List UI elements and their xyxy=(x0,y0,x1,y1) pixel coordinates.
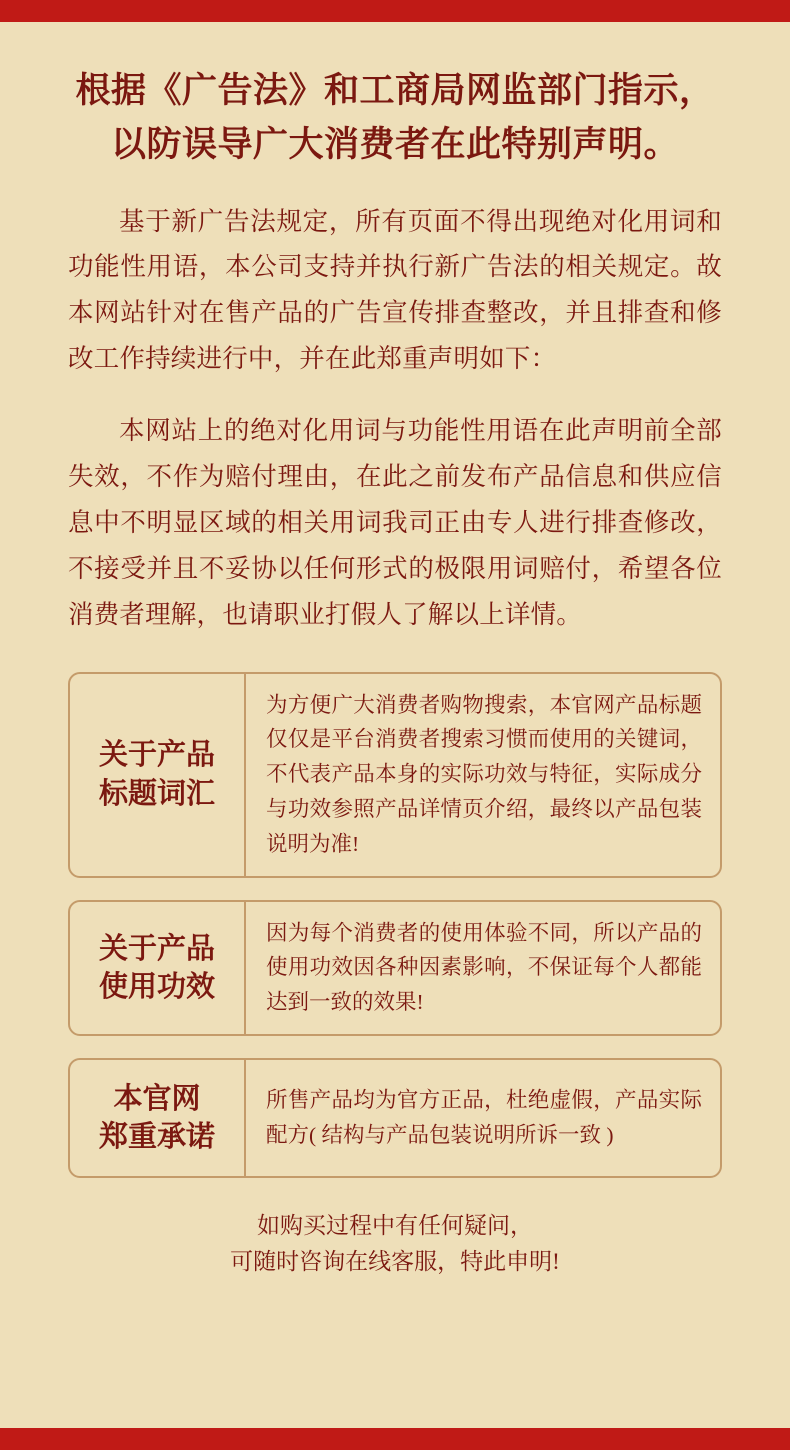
page-title xyxy=(68,64,722,173)
footer-note-line-1: 如购买过程中有任何疑问， xyxy=(257,1213,533,1239)
statement-card-body: 所售产品均为官方正品，杜绝虚假，产品实际配方( 结构与产品包装说明所诉一致 ) xyxy=(266,1088,702,1148)
footer-note-line-2: 可随时咨询在线客服，特此申明! xyxy=(230,1248,560,1274)
statement-card xyxy=(68,672,722,878)
statement-paragraph-2: 本网站上的绝对化用词与功能性用语在此声明前全部失效，不作为赔付理由，在此之前发布产品信息和供应信息中不明显区域的相关用词我司正由专人进行排查修改，不接受并且不妥协以任何形式的极限用词赔付，希望各位消费者理解，也请职业打假人了解以上详情。 xyxy=(68,416,722,629)
statement-card-title xyxy=(70,674,246,876)
statement-card-title-line-1: 本官网 xyxy=(113,1082,201,1115)
statement-content xyxy=(0,22,790,1428)
statement-paragraph-1: 基于新广告法规定，所有页面不得出现绝对化用词和功能性用语，本公司支持并执行新广告法的相关规定。故本网站针对在售产品的广告宣传排查整改，并且排查和修改工作持续进行中，并在此郑重声明如下： xyxy=(68,206,722,374)
statement-card-title xyxy=(70,902,246,1034)
statement-card-title xyxy=(70,1060,246,1176)
statement-card xyxy=(68,900,722,1036)
statement-card-title-line-2: 使用功效 xyxy=(98,970,215,1003)
page-title-line-1: 根据《广告法》和工商局网监部门指示， xyxy=(75,71,715,110)
statement-card-list xyxy=(68,672,722,1179)
top-accent-bar xyxy=(0,0,790,22)
statement-card-title-line-1: 关于产品 xyxy=(98,739,215,772)
statement-card-title-line-2: 标题词汇 xyxy=(98,777,215,810)
statement-card xyxy=(68,1058,722,1178)
statement-card-title-line-1: 关于产品 xyxy=(98,932,215,965)
bottom-accent-bar xyxy=(0,1428,790,1450)
statement-card-title-line-2: 郑重承诺 xyxy=(98,1121,215,1154)
page-title-line-2: 以防误导广大消费者在此特别声明。 xyxy=(110,125,679,165)
statement-card-body: 因为每个消费者的使用体验不同，所以产品的使用功效因各种因素影响，不保证每个人都能达到一致的效果! xyxy=(266,920,702,1015)
statement-card-body: 为方便广大消费者购物搜索，本官网产品标题仅仅是平台消费者搜索习惯而使用的关键词，不代表产品本身的实际功效与特征，实际成分与功效参照产品详情页介绍，最终以产品包装说明为准! xyxy=(266,692,702,856)
footer-note xyxy=(68,1208,722,1279)
